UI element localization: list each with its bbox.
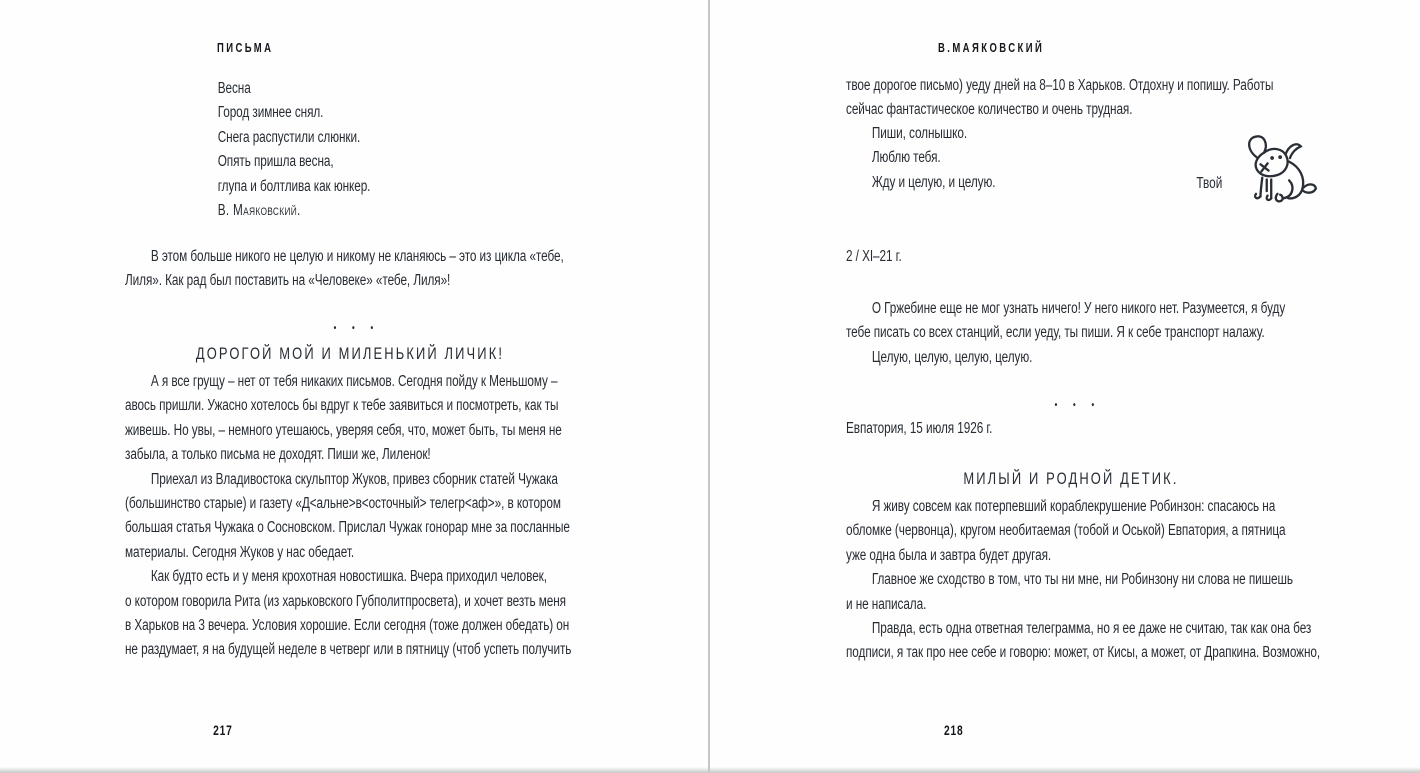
text-line: сейчас фантастическое количество и очень трудная. bbox=[846, 101, 1133, 119]
letter-date: 2 / XI–21 г. bbox=[846, 248, 902, 265]
text-line: Люблю тебя. bbox=[871, 149, 941, 167]
text-line: в Харьков на 3 вечера. Условия хорошие. Если сегодня (тоже должен обедать) он bbox=[125, 617, 570, 635]
text-line: Правда, есть одна ответная телеграмма, но я ее даже не считаю, так как она без bbox=[871, 620, 1312, 638]
page-gutter-divider bbox=[708, 0, 710, 773]
running-head-right: В.МАЯКОВСКИЙ bbox=[937, 41, 1045, 55]
text-line: Пиши, солнышко. bbox=[871, 125, 968, 142]
text-line: обломке (червонца), кругом необитаемая (тобой и Оськой) Евпатория, а пятница bbox=[846, 522, 1286, 540]
text-line: живешь. Но увы, – немного утешаюсь, уверяя себя, что, может быть, ты меня не bbox=[125, 421, 562, 439]
section-separator: • • • bbox=[1054, 400, 1102, 411]
text-line: Опять пришла весна, bbox=[217, 153, 334, 171]
text-line: Снега распустили слюнки. bbox=[217, 128, 361, 146]
paragraph bbox=[125, 565, 575, 663]
text-line: большая статья Чужака о Сосновском. Прислал Чужак гонорар мне за посланные bbox=[125, 519, 570, 537]
text-line: Лиля». Как рад был поставить на «Человеке» «тебе, Лиля»! bbox=[125, 272, 451, 290]
sign-off-word: Твой bbox=[1196, 175, 1223, 192]
letter-body bbox=[846, 297, 1296, 370]
page-bottom-edge bbox=[0, 767, 1420, 773]
paragraph bbox=[125, 468, 575, 566]
puppy-doodle-icon bbox=[1227, 133, 1319, 209]
text-line: материалы. Сегодня Жуков у нас обедает. bbox=[125, 543, 355, 561]
page-right bbox=[711, 0, 1420, 773]
text-line: Весна bbox=[217, 80, 251, 97]
text-line: подписи, я так про нее себе и говорю: может, от Кисы, а может, от Драпкина. Возможно, bbox=[846, 644, 1321, 662]
page-number-right: 218 bbox=[944, 723, 964, 738]
text-line: и не написала. bbox=[846, 595, 927, 613]
running-head-left: ПИСЬМА bbox=[216, 41, 274, 55]
letter-body bbox=[125, 370, 575, 663]
page-left bbox=[0, 0, 709, 773]
text-line: Я живу совсем как потерпевший кораблекрушение Робинзон: спасаюсь на bbox=[871, 498, 1276, 515]
text-line: уже одна была и завтра будет другая. bbox=[846, 546, 1052, 564]
text-line: Главное же сходство в том, что ты ни мне, ни Робинзону ни слова не пишешь bbox=[871, 571, 1293, 589]
text-line: о котором говорила Рита (из харьковского Губполитпросвета), и хочет везть меня bbox=[125, 592, 566, 610]
paragraph bbox=[846, 568, 1296, 617]
paragraph bbox=[846, 297, 1296, 346]
text-line: забыла, а только письма не доходят. Пиши же, Лиленок! bbox=[125, 446, 431, 464]
text-line: тебе писать со всех станций, если уеду, ты пиши. Я к себе транспорт налажу. bbox=[846, 324, 1265, 342]
text-line: глупа и болтлива как юнкер. bbox=[217, 177, 371, 195]
text-line: Город зимнее снял. bbox=[217, 104, 324, 122]
continuation-paragraph bbox=[846, 74, 1296, 123]
text-line: В этом больше никого не целую и никому не кланяюсь – это из цикла «тебе, bbox=[150, 248, 564, 265]
paragraph bbox=[846, 495, 1296, 568]
letter-heading: МИЛЫЙ И РОДНОЙ ДЕТИК. bbox=[963, 469, 1179, 488]
page-right-content bbox=[846, 0, 1321, 773]
paragraph bbox=[846, 617, 1321, 666]
poem-signature: В. Маяковский. bbox=[217, 202, 301, 219]
text-line: А я все грущу – нет от тебя никаких письмов. Сегодня пойду к Меньшому – bbox=[150, 373, 558, 390]
section-separator: • • • bbox=[333, 323, 381, 334]
text-line: твое дорогое письмо) уеду дней на 8–10 в Харьков. Отдохну и попишу. Работы bbox=[846, 77, 1274, 94]
kisses-line: Целую, целую, целую, целую. bbox=[871, 348, 1033, 366]
text-line: Приехал из Владивостока скульптор Жуков, привез сборник статей Чужака bbox=[150, 470, 558, 488]
letter-date: Евпатория, 15 июля 1926 г. bbox=[846, 420, 993, 437]
poem bbox=[218, 77, 668, 199]
text-line: Как будто есть и у меня крохотная новостишка. Вчера приходил человек, bbox=[150, 568, 547, 586]
page-number-left: 217 bbox=[213, 723, 233, 738]
intro-paragraph bbox=[125, 245, 575, 294]
text-line: (большинство старые) и газету «Д<альне>в<осточный> телегр<аф>», в котором bbox=[125, 495, 561, 513]
letter-body bbox=[846, 495, 1321, 666]
text-line: не раздумает, я на будущей неделе в четверг или в пятницу (чтоб успеть получить bbox=[125, 641, 572, 659]
paragraph bbox=[125, 370, 575, 468]
text-line: О Гржебине еще не мог узнать ничего! У него никого нет. Разумеется, я буду bbox=[871, 300, 1286, 317]
letter-heading: ДОРОГОЙ МОЙ И МИЛЕНЬКИЙ ЛИЧИК! bbox=[195, 344, 505, 363]
page-left-content bbox=[125, 0, 575, 773]
text-line: авось пришли. Ужасно хотелось бы вдруг к тебе заявиться и посмотреть, как ты bbox=[125, 397, 559, 415]
text-line: Жду и целую, и целую. bbox=[871, 173, 996, 191]
